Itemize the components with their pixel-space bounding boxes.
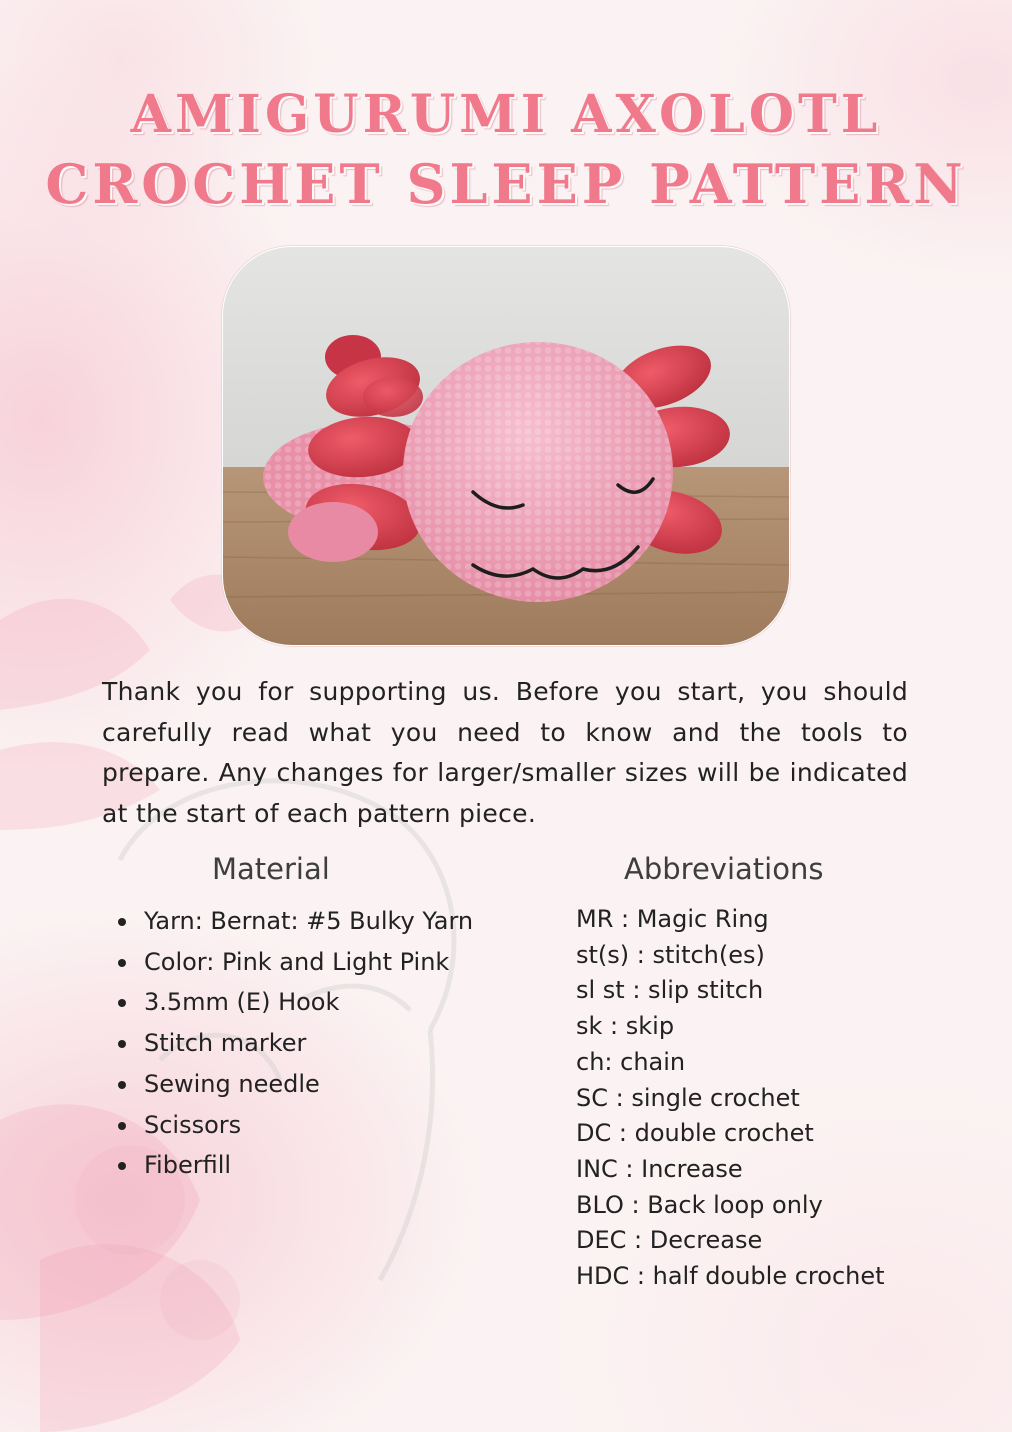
title-line-1: AMIGURUMI AXOLOTL: [130, 84, 882, 145]
intro-paragraph: Thank you for supporting us. Before you start, you should carefully read what you need to know and the tools to prepare. Any changes for larger/smaller sizes will be indicated at the start of each pattern piece.: [102, 677, 908, 828]
material-item: Scissors: [118, 1105, 473, 1146]
abbreviation-item: SC : single crochet: [576, 1083, 800, 1112]
material-item: 3.5mm (E) Hook: [118, 982, 473, 1023]
abbreviation-item: sl st : slip stitch: [576, 976, 764, 1005]
material-list: [118, 901, 473, 1186]
abbreviation-item: ch: chain: [576, 1047, 686, 1076]
abbreviations-heading: Abbreviations: [624, 852, 824, 886]
material-heading: Material: [212, 852, 330, 886]
material-item: Fiberfill: [118, 1145, 473, 1186]
abbreviation-item: INC : Increase: [576, 1154, 743, 1183]
abbreviation-item: DC : double crochet: [576, 1119, 814, 1148]
abbreviation-item: sk : skip: [576, 1012, 675, 1041]
material-item: Stitch marker: [118, 1023, 473, 1064]
abbreviation-item: st(s) : stitch(es): [576, 940, 765, 969]
abbreviation-item: DEC : Decrease: [576, 1226, 763, 1255]
abbreviation-item: BLO : Back loop only: [576, 1190, 823, 1219]
abbreviation-item: HDC : half double crochet: [576, 1262, 885, 1291]
material-item: Sewing needle: [118, 1064, 473, 1105]
abbreviations-list: [576, 902, 885, 1295]
axolotl-photo: [222, 246, 790, 646]
material-item: Yarn: Bernat: #5 Bulky Yarn: [118, 901, 473, 942]
title-line-2: CROCHET SLEEP PATTERN: [45, 152, 967, 216]
abbreviation-item: MR : Magic Ring: [576, 905, 769, 933]
material-item: Color: Pink and Light Pink: [118, 942, 473, 983]
